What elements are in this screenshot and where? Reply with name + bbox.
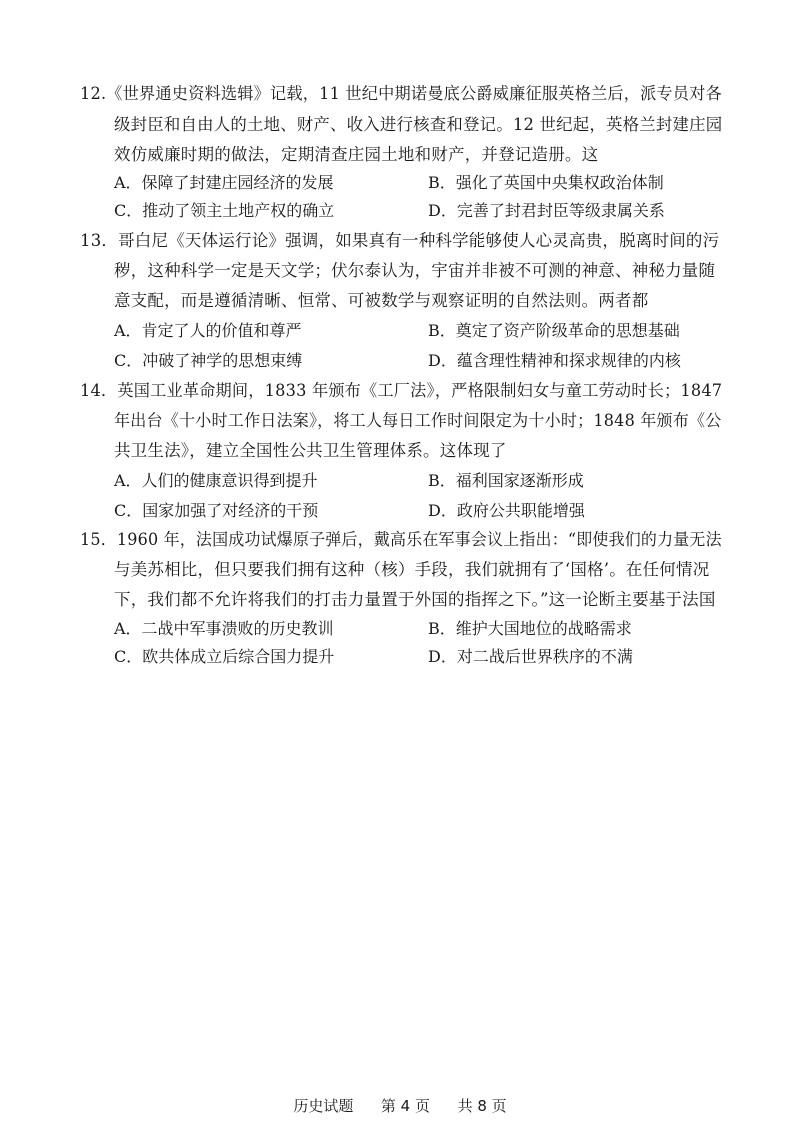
- question-13-option-c: C．冲破了神学的思想束缚: [114, 351, 303, 370]
- question-12-line-3: 效仿威廉时期的做法，定期清查庄园土地和财产，并登记造册。这: [114, 145, 599, 164]
- question-13-option-a: A．肯定了人的价值和尊严: [114, 321, 302, 340]
- question-14-line-2: 年出台《十小时工作日法案》，将工人每日工作时间限定为十小时；1848 年颁布《公: [114, 411, 722, 430]
- page-footer: [0, 1096, 800, 1116]
- question-12-option-a: A．保障了封建庄园经济的发展: [114, 173, 334, 192]
- question-12-option-d: D．完善了封君封臣等级隶属关系: [428, 201, 665, 220]
- question-15-option-a: A．二战中军事溃败的历史教训: [114, 619, 334, 638]
- question-13-line-1: 13．哥白尼《天体运行论》强调，如果真有一种科学能够使人心灵高贵，脱离时间的污: [80, 231, 720, 250]
- question-15-option-b: B．维护大国地位的战略需求: [428, 619, 632, 638]
- question-15-option-c: C．欧共体成立后综合国力提升: [114, 647, 335, 666]
- footer-page-number: 第 4 页: [380, 1097, 430, 1115]
- question-14-option-d: D．政府公共职能增强: [428, 501, 585, 520]
- question-13-line-2: 秽，这种科学一定是天文学；伏尔泰认为，宇宙并非被不可测的神意、神秘力量随: [114, 261, 716, 280]
- question-12-line-1: 12.《世界通史资料选辑》记载，11 世纪中期诺曼底公爵威廉征服英格兰后，派专员对各: [80, 84, 722, 103]
- question-15-line-3: 下，我们都不允许将我们的打击力量置于外国的指挥之下。”这一论断主要基于法国: [114, 590, 716, 609]
- question-14-option-b: B．福利国家逐渐形成: [428, 471, 584, 490]
- footer-total-pages: 共 8 页: [457, 1097, 507, 1115]
- question-14-line-1: 14．英国工业革命期间，1833 年颁布《工厂法》，严格限制妇女与童工劳动时长；1847: [80, 381, 723, 400]
- question-15-line-2: 与美苏相比，但只要我们拥有这种（核）手段，我们就拥有了‘国格’。在任何情况: [114, 560, 710, 579]
- question-12-option-b: B．强化了英国中央集权政治体制: [428, 173, 664, 192]
- footer-subject: 历史试题: [293, 1097, 354, 1115]
- question-14-option-c: C．国家加强了对经济的干预: [114, 501, 319, 520]
- question-14-option-a: A．人们的健康意识得到提升: [114, 471, 318, 490]
- question-13-option-b: B．奠定了资产阶级革命的思想基础: [428, 321, 680, 340]
- question-15-line-1: 15．1960 年，法国成功试爆原子弹后，戴高乐在军事会议上指出：“即使我们的力量无法: [80, 530, 722, 549]
- question-12-line-2: 级封臣和自由人的土地、财产、收入进行核查和登记。12 世纪起，英格兰封建庄园: [114, 115, 723, 134]
- question-14-line-3: 共卫生法》，建立全国性公共卫生管理体系。这体现了: [114, 441, 507, 460]
- question-13-option-d: D．蕴含理性精神和探求规律的内核: [428, 351, 681, 370]
- question-13-line-3: 意支配，而是遵循清晰、恒常、可被数学与观察证明的自然法则。两者都: [114, 291, 649, 310]
- question-12-option-c: C．推动了领主土地产权的确立: [114, 201, 335, 220]
- question-15-option-d: D．对二战后世界秩序的不满: [428, 647, 633, 666]
